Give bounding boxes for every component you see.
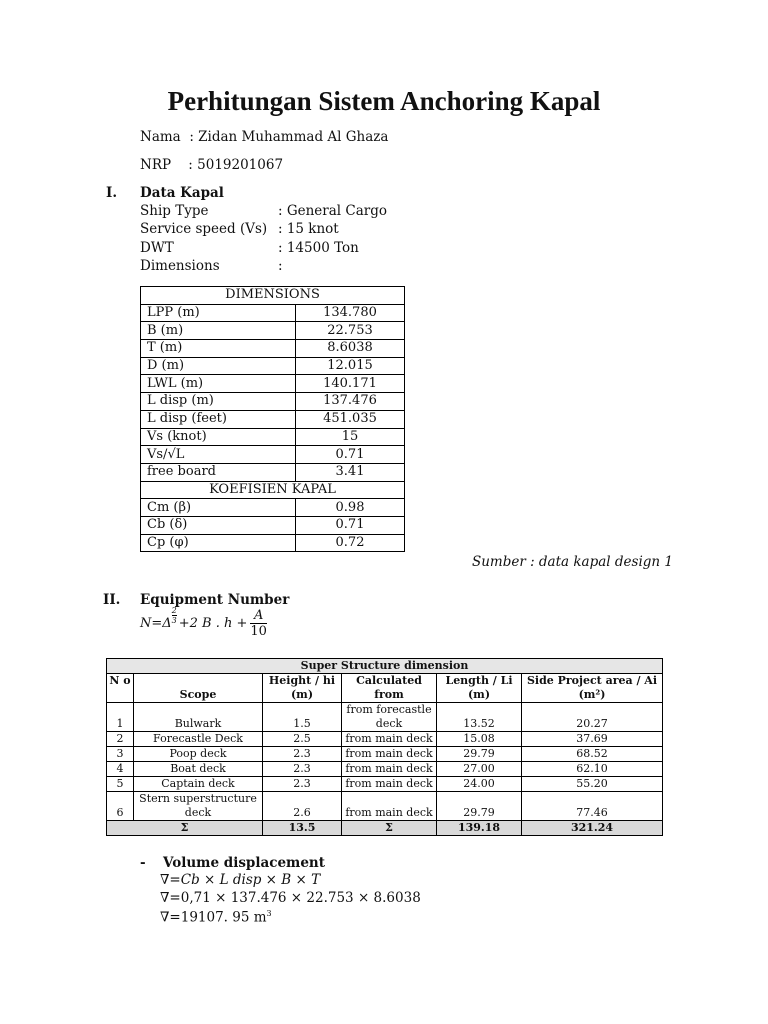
- table-row: [141, 534, 405, 552]
- cell-scope: Poop deck: [134, 747, 263, 762]
- ship-type-row: [140, 203, 387, 219]
- cell-calc: from main deck: [342, 777, 437, 792]
- table-row: [107, 732, 663, 747]
- field-value: : General Cargo: [278, 203, 388, 219]
- exp-den: 3: [171, 616, 177, 625]
- cell-scope: Captain deck: [134, 777, 263, 792]
- dim-label: free board: [141, 463, 296, 481]
- section1-number: I.: [106, 185, 118, 201]
- table-row: [107, 792, 663, 821]
- dimensions-row: [140, 258, 283, 274]
- dim-label: Vs (knot): [141, 428, 296, 446]
- nrp-value: : 5019201067: [188, 157, 284, 173]
- cell-height: 2.6: [263, 792, 342, 821]
- cell-length: 27.00: [437, 762, 522, 777]
- koefisien-header: KOEFISIEN KAPAL: [141, 481, 405, 499]
- cell-scope: Forecastle Deck: [134, 732, 263, 747]
- coef-value: 0.98: [296, 499, 405, 517]
- equipment-formula: [140, 608, 267, 639]
- cell-no: 4: [107, 762, 134, 777]
- table-row: [141, 340, 405, 358]
- volume-formula-line2: ∇=0,71 × 137.476 × 22.753 × 8.6038: [160, 890, 421, 906]
- dwt-row: [140, 240, 359, 256]
- student-nrp-row: [140, 157, 283, 173]
- dimensions-table: [140, 286, 405, 552]
- cell-height: 1.5: [263, 703, 342, 732]
- formula-exponent: [172, 606, 177, 625]
- cell-no: 3: [107, 747, 134, 762]
- page-title: Perhitungan Sistem Anchoring Kapal: [167, 86, 601, 116]
- table-row: [107, 703, 663, 732]
- section1-heading: Data Kapal: [140, 185, 224, 201]
- table-row: [107, 762, 663, 777]
- formula-mid: +2 B . h +: [178, 616, 248, 631]
- cell-height: 2.3: [263, 747, 342, 762]
- dim-value: 22.753: [296, 322, 405, 340]
- exp-num: 2: [171, 606, 177, 615]
- volume-formula-line1: ∇=Cb × L disp × B × T: [160, 872, 321, 888]
- col-length: Length / Li (m): [437, 674, 522, 703]
- field-value: : 14500 Ton: [278, 240, 359, 256]
- cell-calc: from forecastle deck: [342, 703, 437, 732]
- cell-no: 1: [107, 703, 134, 732]
- superstructure-table: [106, 658, 663, 836]
- superstructure-title: Super Structure dimension: [107, 659, 663, 674]
- cell-height: 2.5: [263, 732, 342, 747]
- table-row: [141, 499, 405, 517]
- cell-area: 55.20: [522, 777, 663, 792]
- nrp-label: NRP: [140, 157, 172, 173]
- table-row: [141, 393, 405, 411]
- formula-fraction: [250, 608, 267, 639]
- cell-area: 37.69: [522, 732, 663, 747]
- section2-number: II.: [103, 592, 121, 608]
- dim-value: 0.71: [296, 446, 405, 464]
- cell-area: 77.46: [522, 792, 663, 821]
- col-no: N o: [107, 674, 134, 703]
- frac-den: 10: [250, 624, 267, 639]
- field-value: :: [278, 258, 283, 274]
- dim-label: L disp (m): [141, 393, 296, 411]
- dim-value: 134.780: [296, 304, 405, 322]
- coef-label: Cp (φ): [141, 534, 296, 552]
- cell-calc: from main deck: [342, 747, 437, 762]
- cell-length: 24.00: [437, 777, 522, 792]
- section2-heading: Equipment Number: [140, 592, 290, 608]
- field-label: DWT: [140, 240, 174, 256]
- coef-label: Cb (δ): [141, 516, 296, 534]
- coef-value: 0.72: [296, 534, 405, 552]
- volume-result: [160, 909, 272, 926]
- dim-label: L disp (feet): [141, 410, 296, 428]
- cell-calc: from main deck: [342, 792, 437, 821]
- dim-label: Vs/√L: [141, 446, 296, 464]
- dim-value: 137.476: [296, 393, 405, 411]
- volume-heading: Volume displacement: [163, 855, 325, 871]
- cell-length: 15.08: [437, 732, 522, 747]
- cell-height: 2.3: [263, 777, 342, 792]
- dim-value: 451.035: [296, 410, 405, 428]
- dim-label: LWL (m): [141, 375, 296, 393]
- sum-length: 139.18: [437, 821, 522, 836]
- cell-no: 6: [107, 792, 134, 821]
- dim-value: 12.015: [296, 357, 405, 375]
- cell-scope: Boat deck: [134, 762, 263, 777]
- dim-value: 8.6038: [296, 340, 405, 358]
- table-row: [141, 446, 405, 464]
- table-row: [141, 304, 405, 322]
- table-row: [107, 747, 663, 762]
- dim-value: 3.41: [296, 463, 405, 481]
- dim-label: T (m): [141, 340, 296, 358]
- cell-length: 29.79: [437, 792, 522, 821]
- dim-label: B (m): [141, 322, 296, 340]
- dim-value: 15: [296, 428, 405, 446]
- table-row: [141, 516, 405, 534]
- formula-lhs: N=Δ: [140, 616, 172, 631]
- dim-value: 140.171: [296, 375, 405, 393]
- sum-height: 13.5: [263, 821, 342, 836]
- dim-label: D (m): [141, 357, 296, 375]
- volume-result-text: ∇=19107. 95 m: [160, 909, 267, 926]
- cell-length: 29.79: [437, 747, 522, 762]
- cell-calc: from main deck: [342, 762, 437, 777]
- volume-bullet: -: [140, 855, 146, 871]
- table-row: [141, 357, 405, 375]
- sum-calc: Σ: [342, 821, 437, 836]
- cell-no: 2: [107, 732, 134, 747]
- table-row: [107, 777, 663, 792]
- sum-area: 321.24: [522, 821, 663, 836]
- cell-area: 68.52: [522, 747, 663, 762]
- coef-value: 0.71: [296, 516, 405, 534]
- cell-calc: from main deck: [342, 732, 437, 747]
- col-height: Height / hi (m): [263, 674, 342, 703]
- table-row: [141, 463, 405, 481]
- table-row: [141, 428, 405, 446]
- name-value: : Zidan Muhammad Al Ghaza: [189, 129, 389, 145]
- volume-result-exponent: 3: [266, 909, 272, 918]
- col-area: Side Project area / Ai (m²): [522, 674, 663, 703]
- coef-label: Cm (β): [141, 499, 296, 517]
- cell-no: 5: [107, 777, 134, 792]
- cell-scope: Bulwark: [134, 703, 263, 732]
- cell-area: 62.10: [522, 762, 663, 777]
- student-name-row: [140, 129, 388, 145]
- field-label: Service speed (Vs): [140, 221, 268, 237]
- field-label: Dimensions: [140, 258, 220, 274]
- cell-length: 13.52: [437, 703, 522, 732]
- cell-scope: Stern superstructure deck: [134, 792, 263, 821]
- table-row: [141, 375, 405, 393]
- frac-num: A: [250, 608, 267, 624]
- sum-row: [107, 821, 663, 836]
- name-label: Nama: [140, 129, 181, 145]
- dimensions-header: DIMENSIONS: [141, 287, 405, 305]
- col-calc: Calculated from: [342, 674, 437, 703]
- field-label: Ship Type: [140, 203, 209, 219]
- sum-label: Σ: [107, 821, 263, 836]
- col-scope: Scope: [134, 674, 263, 703]
- table-row: [141, 322, 405, 340]
- service-speed-row: [140, 221, 339, 237]
- cell-area: 20.27: [522, 703, 663, 732]
- cell-height: 2.3: [263, 762, 342, 777]
- table-row: [141, 410, 405, 428]
- dim-label: LPP (m): [141, 304, 296, 322]
- field-value: : 15 knot: [278, 221, 339, 237]
- source-note: Sumber : data kapal design 1: [471, 554, 673, 570]
